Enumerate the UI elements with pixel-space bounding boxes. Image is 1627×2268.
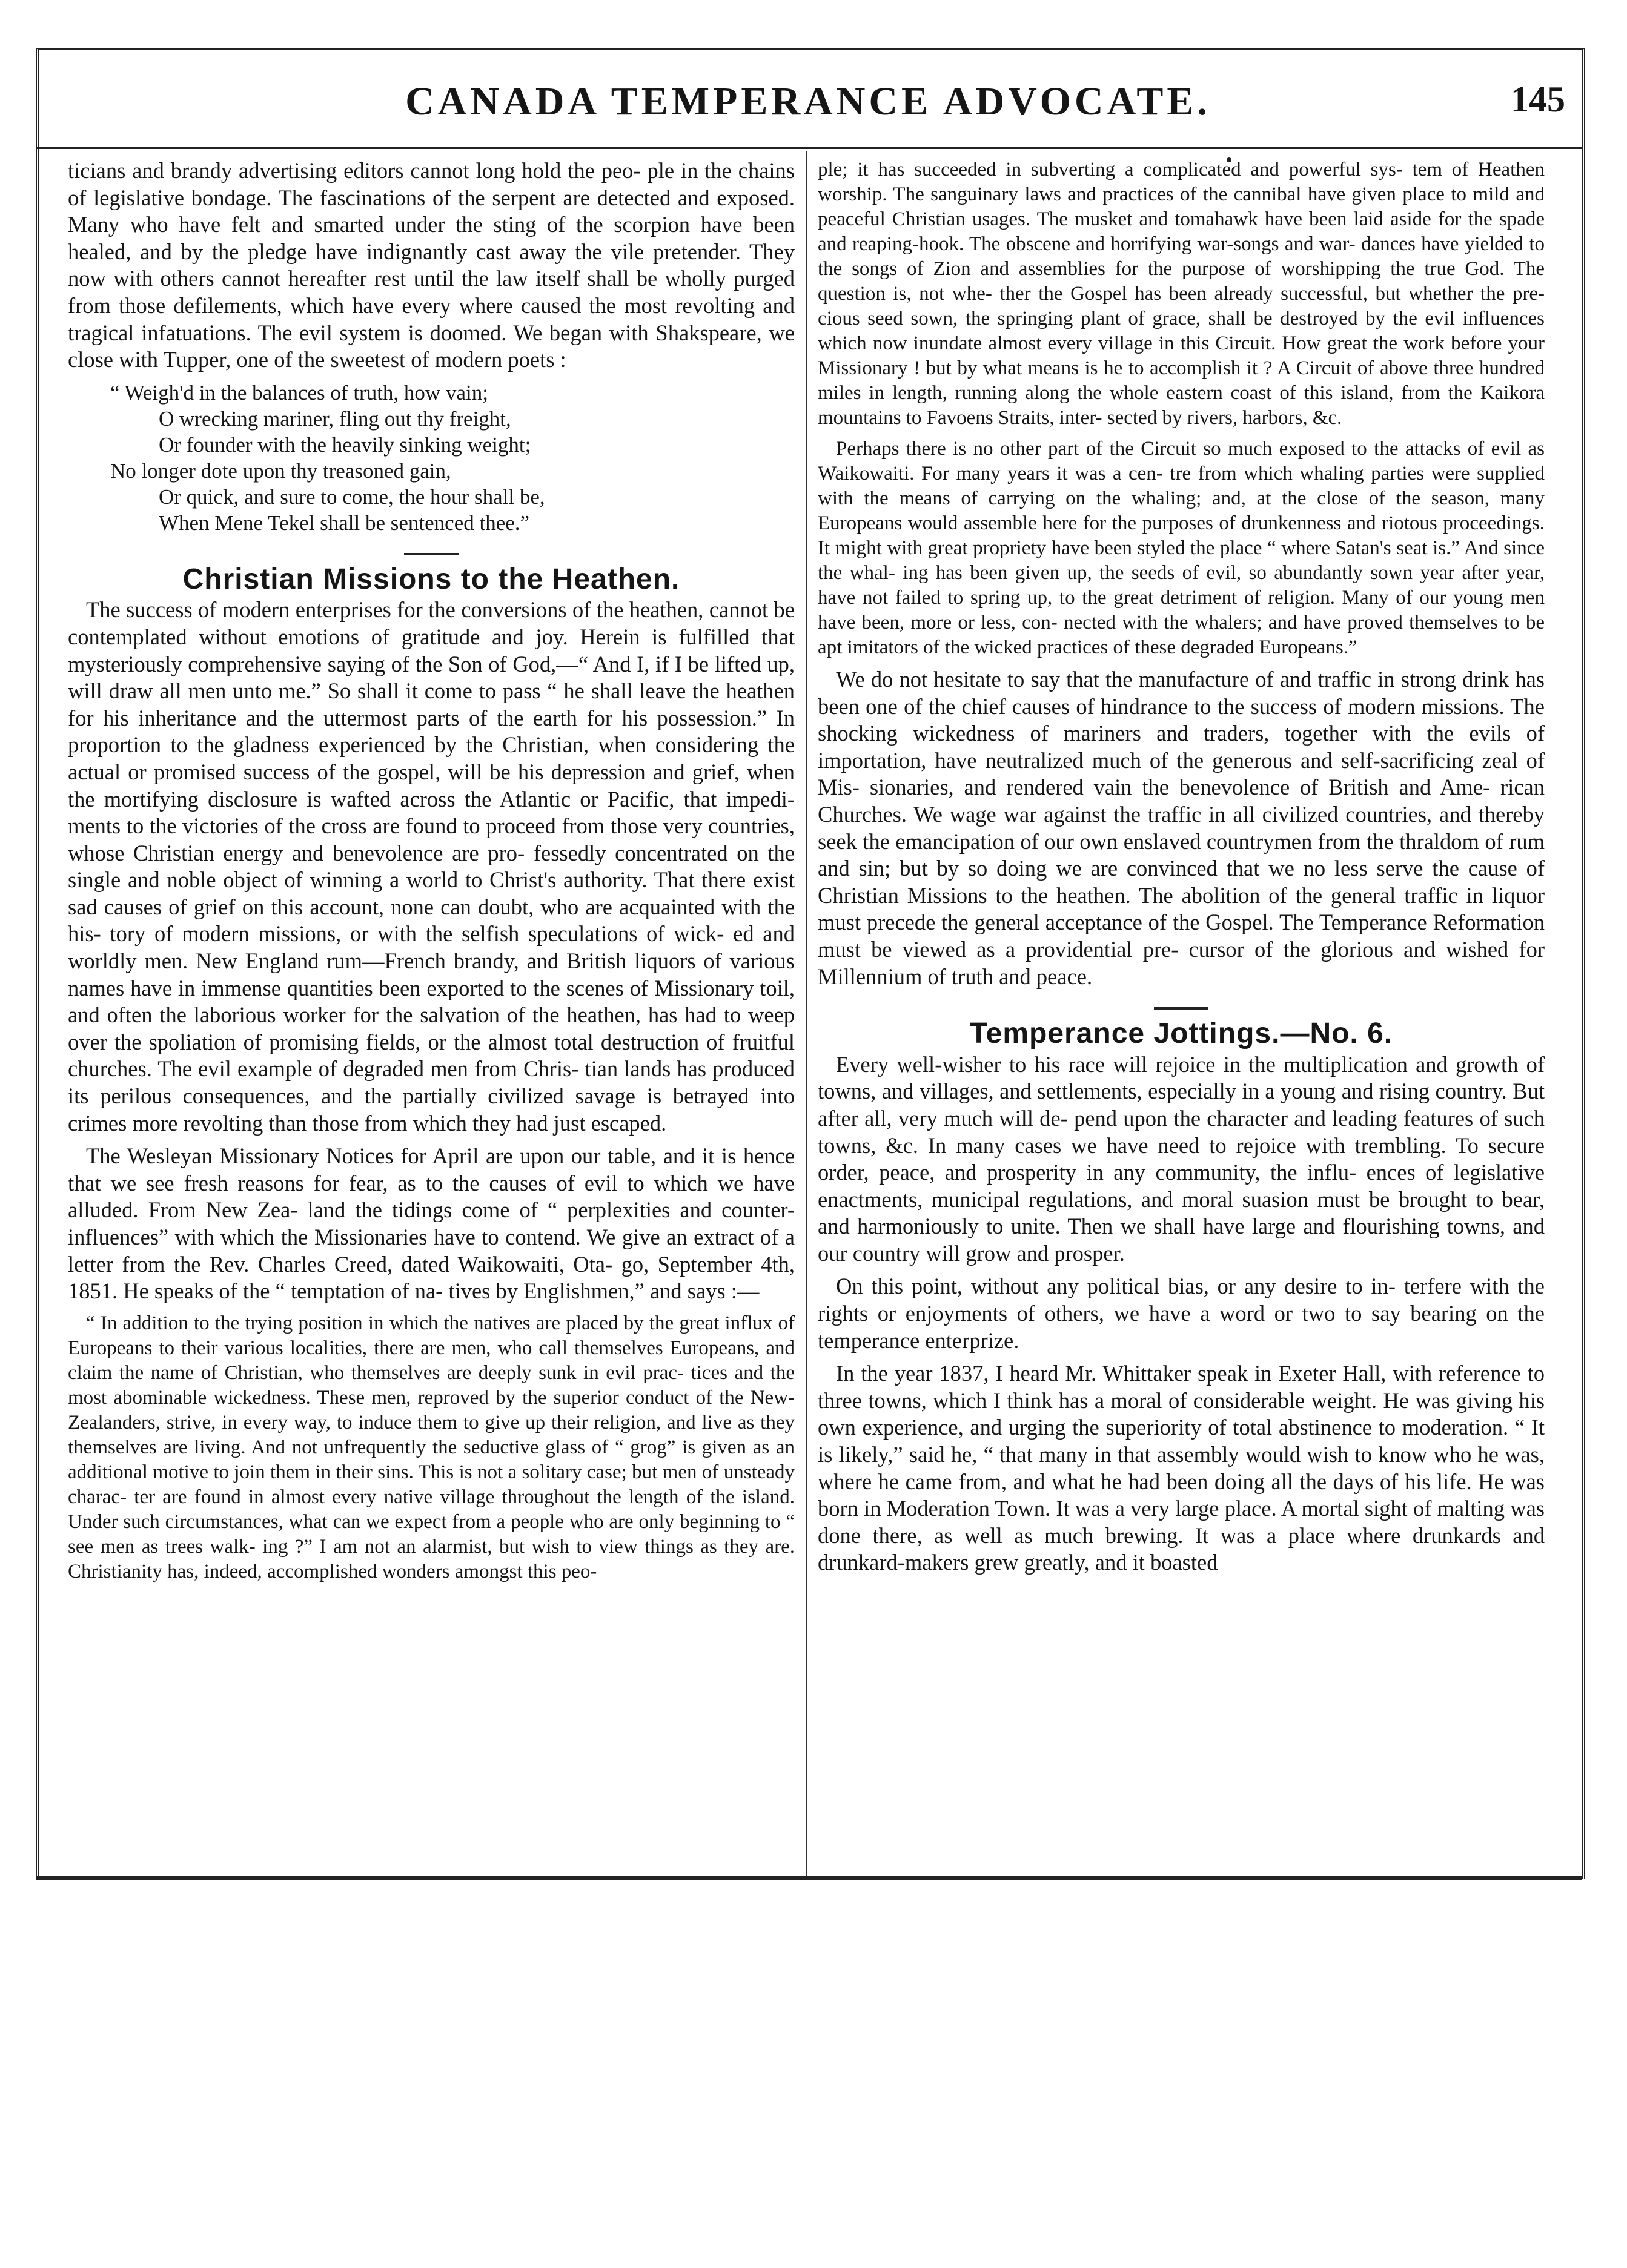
right-column: [818, 157, 1545, 1582]
left-column: [68, 157, 795, 1590]
left-paragraph-1: ticians and brandy advertising editors cannot long hold the peo- ple in the chains of legislative bondage. The fascinations of the serpent are detected and exposed. Many who have felt and smarted under the sting of the scorpion have been healed, and by the pledge have indignantly cast away the vile pretender. They now with others cannot hereafter rest until the law itself shall be wholly purged from those defilements, which have every where caused the most revolting and tragical infatuations. The evil system is doomed. We began with Shakspeare, we close with Tupper, one of the sweetest of modern poets :: [68, 158, 795, 372]
poem-line: O wrecking mariner, fling out thy freight,: [159, 406, 511, 431]
left-paragraph-2: The success of modern enterprises for the conversions of the heathen, cannot be contemplated without emotions of gratitude and joy. Herein is fulfilled that mysteriously comprehensive saying of the Son of God,—“ And I, if I be lifted up, will draw all men unto me.” So shall it come to pass “ he shall leave the heathen for his inheritance and the uttermost parts of the earth for his possession.” In proportion to the gladness experienced by the Christian, when considering the actual or promised success of the gospel, will be his depression and grief, when the mortifying disclosure is wafted across the Atlantic or Pacific, that impedi- ments to the victories of the cross are found to proceed from those very countries, whose Christian energy and benevolence are pro- fessedly concentrated on the single and noble object of winning a world to Christ's authority. That there exist sad causes of grief on this account, none can doubt, who are acquainted with the his- tory of modern missions, or with the selfish speculations of wick- ed and worldly men. New England rum—French brandy, and British liquors of various names have in immense quantities been exported to the scenes of Missionary toil, and often the laborious worker for the salvation of the heathen, has had to weep over the spoliation of promising fields, or the almost total destruction of fruitful churches. The evil example of degraded men from Chris- tian lands has produced its perilous consequences, and the partially civilized savage is betrayed into crimes more revolting than those from which they had just escaped.: [68, 597, 795, 1136]
letter-quote-continued: ple; it has succeeded in subverting a complicated and powerful sys- tem of Heathen worship. The sanguinary laws and practices of the cannibal have given place to mild and peaceful Christian usages. The musket and tomahawk have been laid aside for the spade and reaping-hook. The obscene and horrifying war-songs and war- dances have yielded to the songs of Zion and assemblies for the purpose of worshipping the true God. The question is, not whe- ther the Gospel has been already successful, but whether the pre- cious seed sown, the springing plant of grace, shall be destroyed by the evil influences which now inundate almost every village in this Circuit. How great the work before your Missionary ! but by what means is he to accomplish it ? A Circuit of above three hundred miles in length, running along the whole eastern coast of this island, from the Kaikora mountains to Favoens Straits, inter- sected by rivers, harbors, &c.: [818, 159, 1545, 429]
page-header: [36, 79, 1580, 145]
page-number: 145: [1511, 79, 1565, 119]
letter-quote-paragraph: Perhaps there is no other part of the Circuit so much exposed to the attacks of evil as Waikowaiti. For many years it was a cen- tre from which whaling parties were supplied with the means of carrying on the whaling; and, at the close of the season, many Europeans would assemble here for the purposes of drunkenness and riotous proceedings. It might with great propriety have been styled the place “ where Satan's seat is.” And since the whal- ing has been given up, the seeds of evil, so abundantly sown year after year, have not failed to spring up, to the great detriment of religion. Many of our young men have been, more or less, con- nected with the whalers; and have proved themselves to be apt imitators of the wicked practices of these degraded Europeans.”: [818, 438, 1545, 658]
poem-line: Or quick, and sure to come, the hour shall be,: [159, 484, 545, 509]
right-paragraph-3: On this point, without any political bias, or any desire to in- terfere with the rights or enjoyments of others, we have a word or two to say bearing on the temperance enterprize.: [818, 1274, 1545, 1353]
poem-line: Or founder with the heavily sinking weight;: [159, 432, 531, 457]
letter-quote: “ In addition to the trying position in which the natives are placed by the great influx of Europeans to their various localities, there are men, who call themselves Europeans, and claim the name of Christian, who themselves are deeply sunk in evil prac- tices and the most abominable wickedness. These men, reproved by the superior conduct of the New-Zealanders, strive, in every way, to induce them to give up their religion, and live as they themselves are living. And not unfrequently the seductive glass of “ grog” is given as an additional motive to join them in their sins. This is not a solitary case; but men of unsteady charac- ter are found in almost every native village throughout the length of the island. Under such circumstances, what can we expect from a people who are only beginning to “ see men as trees walk- ing ?” I am not an alarmist, but wish to view things as they are. Christianity has, indeed, accomplished wonders amongst this peo-: [68, 1312, 795, 1582]
article-heading-jottings: Temperance Jottings.—No. 6.: [969, 1017, 1393, 1050]
right-paragraph-4: In the year 1837, I heard Mr. Whittaker speak in Exeter Hall, with reference to three towns, which I think has a moral of considerable weight. He was giving his own experience, and urging the superiority of total abstinence to moderation. “ It is likely,” said he, “ that many in that assembly would wish to know who he was, where he came from, and what he had been doing all the days of his life. He was born in Moderation Town. It was a very large place. A mortal sight of malting was done there, as well as much brewing. It was a place where drunkards and drunkard-makers grew greatly, and it boasted: [818, 1361, 1545, 1575]
newspaper-page: [36, 36, 1587, 2229]
header-rule: [36, 147, 1582, 149]
poem-line: “ Weigh'd in the balances of truth, how vain;: [110, 380, 488, 405]
bottom-rule: [36, 1876, 1582, 1880]
right-paragraph-2: Every well-wisher to his race will rejoice in the multiplication and growth of towns, and villages, and settlements, especially in a young and rising country. But after all, very much will de- pend upon the character and leading features of such towns, &c. In many cases we have need to rejoice with trembling. To secure order, peace, and prosperity in any community, the influ- ences of legislative enactments, municipal regulations, and moral suasion must be brought to bear, and harmoniously to unite. Then we shall have large and flourishing towns, and our country will grow and prosper.: [818, 1051, 1545, 1266]
poem-line: No longer dote upon thy treasoned gain,: [110, 458, 451, 483]
section-separator: [1154, 1007, 1208, 1010]
publication-title: CANADA TEMPERANCE ADVOCATE.: [405, 79, 1211, 124]
left-paragraph-3: The Wesleyan Missionary Notices for April are upon our table, and it is hence that we see fresh reasons for fear, as to the causes of evil to which we have alluded. From New Zea- land the tidings come of “ perplexities and counter-influences” with which the Missionaries have to contend. We give an extract of a letter from the Rev. Charles Creed, dated Waikowaiti, Ota- go, September 4th, 1851. He speaks of the “ temptation of na- tives by Englishmen,” and says :—: [68, 1143, 795, 1304]
poem-stanza: [110, 380, 795, 536]
poem-line: When Mene Tekel shall be sentenced thee.”: [159, 511, 530, 535]
right-paragraph-1: We do not hesitate to say that the manufacture of and traffic in strong drink has been one of the chief causes of hindrance to the success of modern missions. The shocking wickedness of mariners and traders, together with the evils of importation, have neutralized much of the generous and self-sacrificing zeal of Mis- sionaries, and rendered vain the benevolence of British and Ame- rican Churches. We wage war against the traffic in all civilized countries, and thereby seek the emancipation of our own enslaved countrymen from the thraldom of rum and sin; but by so doing we are convinced that we no less serve the cause of Christian Missions to the heathen. The abolition of the general traffic in liquor must precede the general acceptance of the Gospel. The Temperance Reformation must be viewed as a providential pre- cursor of the glorious and wished for Millennium of truth and peace.: [818, 667, 1545, 989]
section-separator: [404, 553, 459, 555]
column-divider: [806, 151, 807, 1877]
article-heading-missions: Christian Missions to the Heathen.: [182, 563, 680, 595]
